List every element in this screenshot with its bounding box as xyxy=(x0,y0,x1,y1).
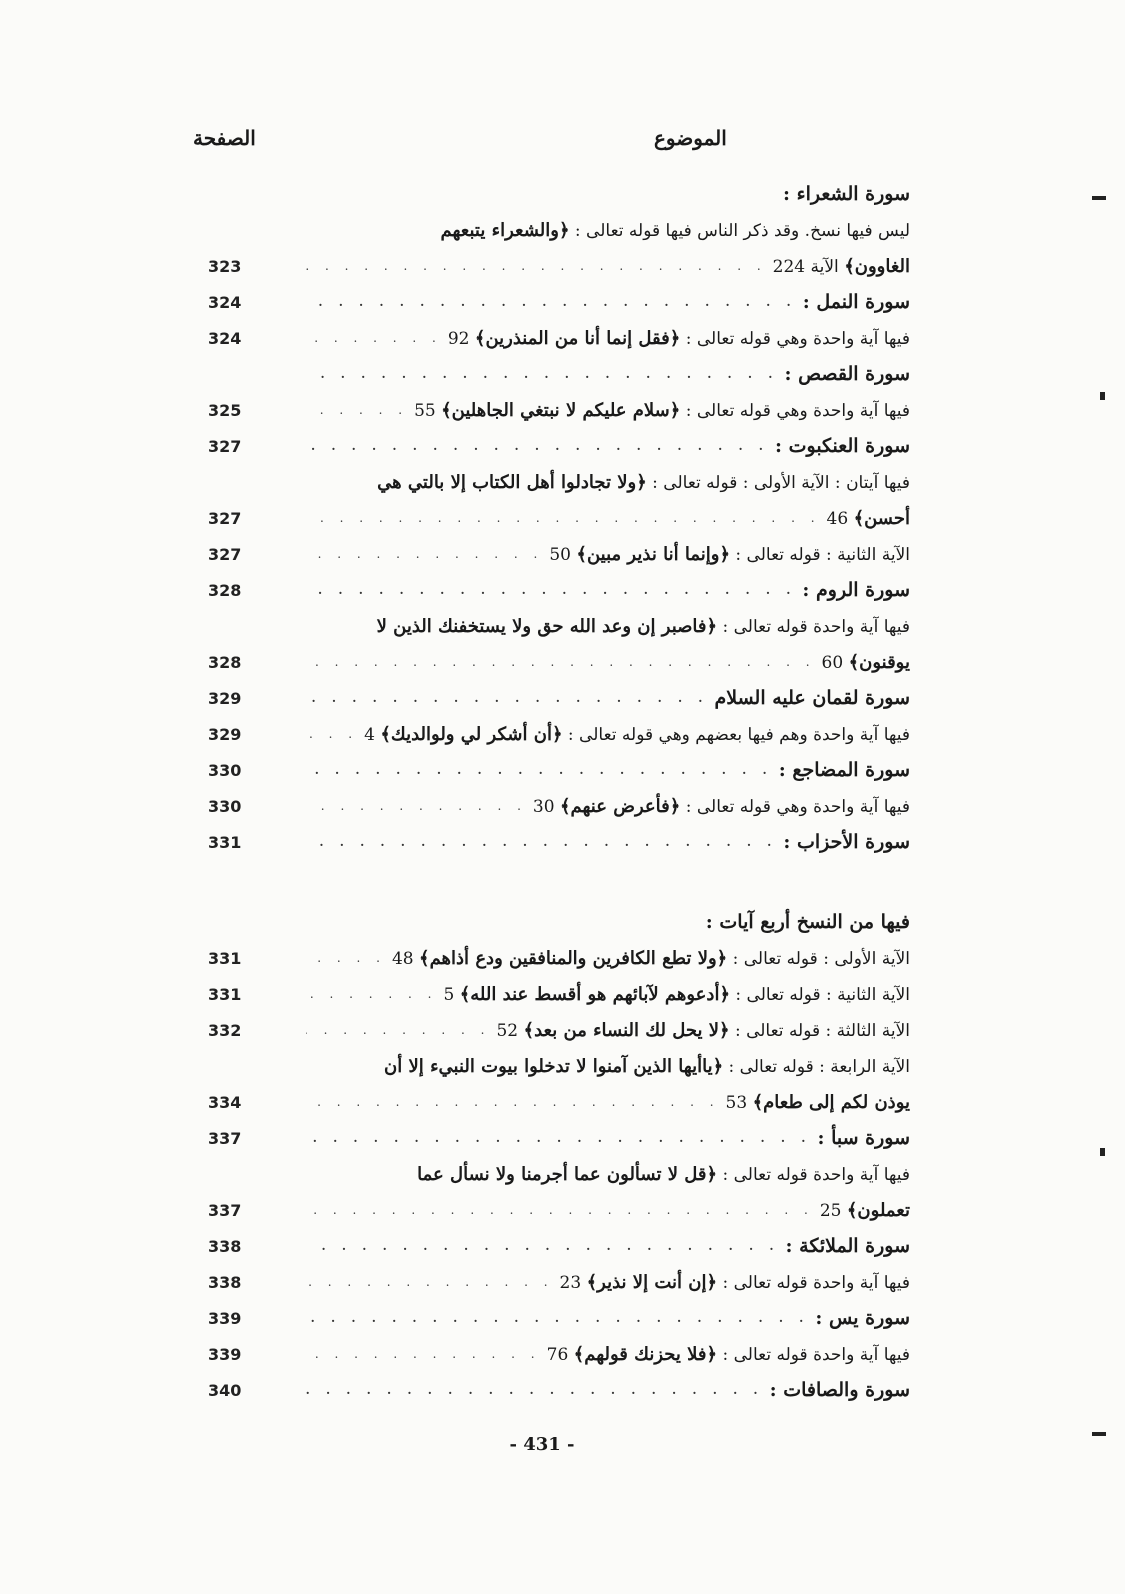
dot-leader xyxy=(306,1383,764,1397)
toc-entry-row xyxy=(208,1084,910,1120)
quran-quote: أحسن﴾ xyxy=(853,507,910,529)
toc-line xyxy=(300,1192,910,1228)
toc-heading-row xyxy=(300,356,910,392)
toc-page-number: 332 xyxy=(208,1020,242,1040)
toc-label: سورة والصافات : xyxy=(769,1379,910,1401)
toc-text xyxy=(417,1164,910,1185)
verse-number: 25 xyxy=(819,1200,847,1221)
toc-entry-row xyxy=(208,716,910,752)
column-header-page: الصفحة xyxy=(193,126,256,150)
quran-quote: ﴿إن أنت إلا نذير﴾ xyxy=(586,1271,718,1293)
toc-heading-row xyxy=(300,904,910,940)
quran-quote: ﴿أن أشكر لي ولوالديك﴾ xyxy=(380,723,563,745)
toc-text xyxy=(802,579,910,601)
toc-label: فيها آيتان : الآية الأولى : قوله تعالى : xyxy=(646,472,910,493)
page-number: - 431 - xyxy=(509,1434,575,1455)
toc-line xyxy=(300,428,910,464)
toc-heading-row xyxy=(208,284,910,320)
toc-line xyxy=(300,644,910,680)
toc-line xyxy=(300,356,910,392)
toc-line xyxy=(300,1264,910,1300)
toc-line xyxy=(300,212,910,248)
toc-text xyxy=(726,1092,910,1113)
quran-quote: ﴿فأعرض عنهم﴾ xyxy=(559,795,681,817)
toc-page-number: 324 xyxy=(208,328,242,348)
toc-page-number: 327 xyxy=(208,544,242,564)
dot-leader xyxy=(306,583,796,597)
toc-entry-row xyxy=(208,320,910,356)
toc-text xyxy=(784,363,910,385)
toc-text xyxy=(448,328,910,349)
dot-leader xyxy=(306,691,708,705)
toc-line xyxy=(300,1228,910,1264)
verse-number: 55 xyxy=(414,400,442,421)
toc-label: فيها آية واحدة قوله تعالى : xyxy=(717,1164,910,1185)
verse-number: 50 xyxy=(549,544,577,565)
dot-leader xyxy=(306,1131,811,1145)
quran-quote: ﴿ولا تطع الكافرين والمنافقين ودع أذاهم﴾ xyxy=(419,947,728,969)
toc-text xyxy=(392,948,910,969)
toc-line xyxy=(300,1336,910,1372)
toc-heading-row xyxy=(208,572,910,608)
toc-line xyxy=(300,680,910,716)
dot-leader xyxy=(306,799,527,813)
toc-line xyxy=(300,392,910,428)
dot-leader xyxy=(306,511,821,525)
toc-text xyxy=(533,796,910,817)
toc-page-number: 338 xyxy=(208,1272,242,1292)
toc-heading-row xyxy=(208,1120,910,1156)
verse-number: 52 xyxy=(496,1020,524,1041)
dot-leader xyxy=(306,655,816,669)
toc-page-number: 339 xyxy=(208,1344,242,1364)
toc-text xyxy=(714,687,910,709)
toc-entry-row xyxy=(208,392,910,428)
toc-label: سورة سبأ : xyxy=(817,1127,910,1149)
scan-mark xyxy=(1100,392,1105,400)
toc-page-number: 331 xyxy=(208,948,242,968)
toc-line xyxy=(300,1300,910,1336)
dot-leader xyxy=(306,1203,814,1217)
toc-heading-row xyxy=(208,680,910,716)
toc-entries xyxy=(208,176,910,1408)
toc-label: فيها آية واحدة وهي قوله تعالى : xyxy=(680,328,910,349)
toc-page-number: 328 xyxy=(208,652,242,672)
toc-text xyxy=(817,1127,910,1149)
quran-quote: ﴿فلا يحزنك قولهم﴾ xyxy=(573,1343,718,1365)
verse-number: 23 xyxy=(559,1272,587,1293)
toc-page-number: 338 xyxy=(208,1236,242,1256)
quran-quote: ﴿لا يحل لك النساء من بعد﴾ xyxy=(523,1019,730,1041)
toc-text xyxy=(384,1056,910,1077)
quran-quote: ﴿فاصبر إن وعد الله حق ولا يستخفنك الذين لا xyxy=(376,615,718,637)
quran-quote: تعملون﴾ xyxy=(846,1199,910,1221)
toc-label: فيها آية واحدة قوله تعالى : xyxy=(717,1272,910,1293)
toc-label: سورة يس : xyxy=(815,1307,910,1329)
toc-page-number: 337 xyxy=(208,1128,242,1148)
dot-leader xyxy=(306,331,442,345)
toc-page-number: 339 xyxy=(208,1308,242,1328)
verse-number: 4 xyxy=(364,724,381,745)
dot-leader xyxy=(306,727,358,741)
toc-page-number: 324 xyxy=(208,292,242,312)
toc-line xyxy=(300,176,910,212)
toc-label: الآية الثانية : قوله تعالى : xyxy=(730,984,910,1005)
toc-line xyxy=(300,500,910,536)
toc-entry-row xyxy=(208,1012,910,1048)
dot-leader xyxy=(306,835,777,849)
toc-text xyxy=(549,544,910,565)
toc-label: سورة لقمان عليه السلام xyxy=(714,687,910,709)
toc-text xyxy=(775,435,910,457)
toc-text xyxy=(377,472,910,493)
dot-leader xyxy=(306,1023,490,1037)
toc-text xyxy=(377,616,910,637)
toc-text xyxy=(414,400,910,421)
toc-label: فيها آية واحدة قوله تعالى : xyxy=(717,1344,910,1365)
toc-line xyxy=(300,904,910,940)
toc-entry-row xyxy=(208,788,910,824)
toc-text xyxy=(441,220,910,241)
toc-line xyxy=(300,940,910,976)
toc-text xyxy=(786,1235,910,1257)
dot-leader xyxy=(306,259,767,273)
toc-label: ليس فيها نسخ. وقد ذكر الناس فيها قوله تعالى : xyxy=(569,220,910,241)
dot-leader xyxy=(306,763,773,777)
toc-line xyxy=(300,1084,910,1120)
toc-line xyxy=(300,284,910,320)
toc-entry-row xyxy=(208,1192,910,1228)
dot-leader xyxy=(306,1275,554,1289)
toc-text xyxy=(706,911,910,933)
toc-line xyxy=(300,1372,910,1408)
toc-text xyxy=(496,1020,910,1041)
toc-label: فيها آية واحدة وهي قوله تعالى : xyxy=(680,400,910,421)
toc-line xyxy=(300,572,910,608)
toc-entry-row xyxy=(208,248,910,284)
quran-quote: ﴿أدعوهم لآبائهم هو أقسط عند الله﴾ xyxy=(459,983,730,1005)
quran-quote: ﴿ولا تجادلوا أهل الكتاب إلا بالتي هي xyxy=(377,471,647,493)
dot-leader xyxy=(306,1311,809,1325)
quran-quote: ﴿سلام عليكم لا نبتغي الجاهلين﴾ xyxy=(441,399,681,421)
toc-label: سورة الملائكة : xyxy=(785,1235,910,1257)
scan-mark xyxy=(1092,196,1106,200)
dot-leader xyxy=(306,987,438,1001)
toc-page-number: 328 xyxy=(208,580,242,600)
toc-entry-row xyxy=(300,1048,910,1084)
toc-label: الآية الأولى : قوله تعالى : xyxy=(727,948,910,969)
column-header-topic: الموضوع xyxy=(654,126,727,150)
verse-number: 92 xyxy=(447,328,475,349)
verse-number: 46 xyxy=(826,508,854,529)
toc-label: سورة العنكبوت : xyxy=(774,435,910,457)
toc-entry-row xyxy=(300,608,910,644)
toc-page-number: 340 xyxy=(208,1380,242,1400)
toc-text xyxy=(803,291,910,313)
quran-quote: ﴿ياأيها الذين آمنوا لا تدخلوا بيوت النبيء إلا أن xyxy=(384,1055,724,1077)
toc-label: الآية الثالثة : قوله تعالى : xyxy=(729,1020,910,1041)
toc-line xyxy=(300,752,910,788)
toc-line xyxy=(300,1012,910,1048)
toc-line xyxy=(300,608,910,644)
toc-heading-row xyxy=(208,1228,910,1264)
toc-line xyxy=(300,536,910,572)
toc-heading-row xyxy=(300,176,910,212)
toc-label: سورة المضاجع : xyxy=(778,759,910,781)
dot-leader xyxy=(306,367,778,381)
toc-entry-row xyxy=(208,644,910,680)
verse-number: 60 xyxy=(821,652,849,673)
quran-quote: ﴿وإنما أنا نذير مبين﴾ xyxy=(576,543,730,565)
quran-quote: ﴿فقل إنما أنا من المنذرين﴾ xyxy=(474,327,681,349)
scan-mark xyxy=(1100,1148,1105,1156)
toc-line xyxy=(300,320,910,356)
verse-number: 48 xyxy=(391,948,420,969)
dot-leader xyxy=(306,439,769,453)
toc-entry-row xyxy=(208,1336,910,1372)
toc-page-number: 327 xyxy=(208,436,242,456)
toc-text xyxy=(783,183,910,205)
toc-line xyxy=(300,1048,910,1084)
toc-label: الآية الرابعة : قوله تعالى : xyxy=(723,1056,910,1077)
quran-quote: ﴿والشعراء يتبعهم xyxy=(440,219,570,241)
toc-heading-row xyxy=(208,752,910,788)
verse-number: 53 xyxy=(725,1092,753,1113)
verse-number: 76 xyxy=(546,1344,574,1365)
toc-label: سورة القصص : xyxy=(784,363,910,385)
toc-text xyxy=(820,1200,910,1221)
scan-mark xyxy=(1092,1432,1106,1436)
toc-text xyxy=(783,831,910,853)
dot-leader xyxy=(306,1239,780,1253)
toc-heading-row xyxy=(208,1300,910,1336)
dot-leader xyxy=(306,547,543,561)
toc-page-number: 329 xyxy=(208,724,242,744)
toc-label: سورة الروم : xyxy=(802,579,910,601)
toc-entry-row xyxy=(208,536,910,572)
toc-line xyxy=(300,1120,910,1156)
toc-line xyxy=(300,788,910,824)
toc-page-number: 330 xyxy=(208,796,242,816)
toc-text xyxy=(827,508,910,529)
toc-page-number: 334 xyxy=(208,1092,242,1112)
dot-leader xyxy=(306,403,408,417)
toc-entry-row xyxy=(300,464,910,500)
toc-label: فيها آية واحدة قوله تعالى : xyxy=(717,616,910,637)
verse-number: 5 xyxy=(443,984,460,1005)
toc-text xyxy=(560,1272,910,1293)
toc-page-number: 327 xyxy=(208,508,242,528)
toc-label: سورة الأحزاب : xyxy=(783,831,910,853)
toc-page-number: 330 xyxy=(208,760,242,780)
toc-text xyxy=(364,724,910,745)
toc-line xyxy=(300,248,910,284)
dot-leader xyxy=(306,1095,720,1109)
toc-text xyxy=(815,1307,910,1329)
toc-label: الآية الثانية : قوله تعالى : xyxy=(730,544,910,565)
toc-page-number: 325 xyxy=(208,400,242,420)
toc-text xyxy=(773,256,910,277)
toc-page-number: 331 xyxy=(208,832,242,852)
toc-entry-row xyxy=(208,500,910,536)
toc-heading-row xyxy=(208,824,910,860)
toc-entry-row xyxy=(300,212,910,248)
section-gap xyxy=(300,860,910,904)
quran-quote: يوذن لكم إلى طعام﴾ xyxy=(752,1091,910,1113)
toc-label: سورة الشعراء : xyxy=(783,183,910,205)
toc-line xyxy=(300,716,910,752)
toc-text xyxy=(770,1379,910,1401)
toc-line xyxy=(300,824,910,860)
toc-text xyxy=(822,652,910,673)
verse-number: 30 xyxy=(532,796,560,817)
toc-entry-row xyxy=(208,940,910,976)
quran-quote: الغاوون﴾ xyxy=(844,255,910,277)
toc-entry-row xyxy=(208,1264,910,1300)
toc-label: فيها من النسخ أربع آيات : xyxy=(705,911,910,933)
quran-quote: ﴿قل لا تسألون عما أجرمنا ولا نسأل عما xyxy=(417,1163,718,1185)
toc-entry-row xyxy=(300,1156,910,1192)
toc-line xyxy=(300,1156,910,1192)
verse-number: الآية 224 xyxy=(772,256,845,277)
toc-text xyxy=(779,759,910,781)
toc-page-number: 331 xyxy=(208,984,242,1004)
toc-line xyxy=(300,976,910,1012)
toc-text xyxy=(547,1344,910,1365)
toc-page-number: 337 xyxy=(208,1200,242,1220)
toc-text xyxy=(444,984,911,1005)
dot-leader xyxy=(306,1347,541,1361)
toc-label: فيها آية واحدة وهم فيها بعضهم وهي قوله تعالى : xyxy=(562,724,910,745)
dot-leader xyxy=(306,295,797,309)
toc-line xyxy=(300,464,910,500)
quran-quote: يوقنون﴾ xyxy=(848,651,910,673)
toc-heading-row xyxy=(208,1372,910,1408)
dot-leader xyxy=(306,951,386,965)
toc-entry-row xyxy=(208,976,910,1012)
toc-page-number: 323 xyxy=(208,256,242,276)
toc-heading-row xyxy=(208,428,910,464)
toc-label: فيها آية واحدة وهي قوله تعالى : xyxy=(680,796,910,817)
toc-page-number: 329 xyxy=(208,688,242,708)
toc-label: سورة النمل : xyxy=(802,291,910,313)
